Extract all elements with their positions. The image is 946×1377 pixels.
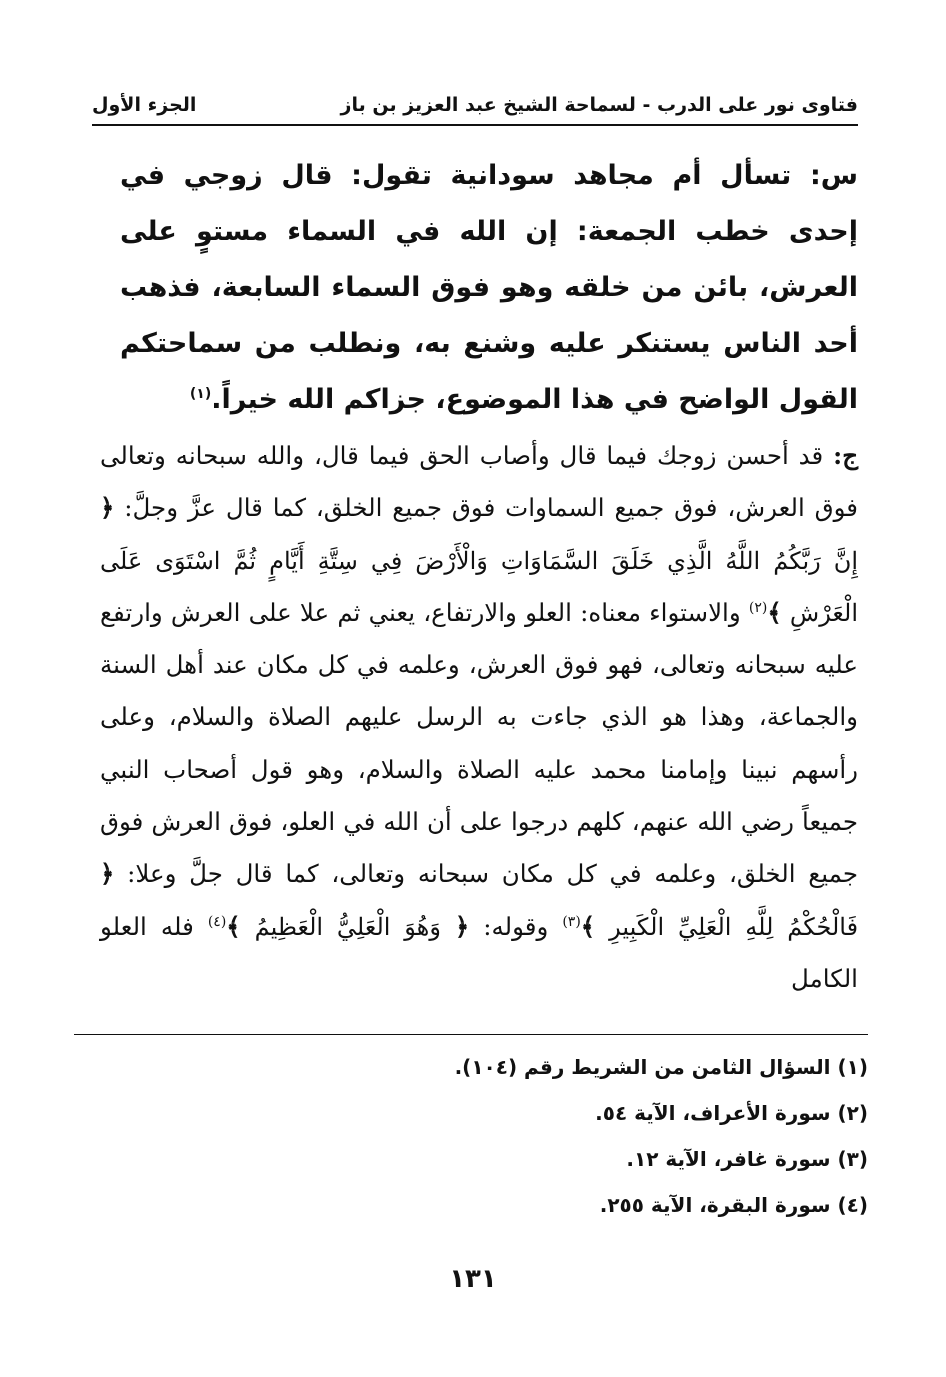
answer-label: ج:	[833, 441, 859, 470]
verse-open-bracket: ﴿	[100, 493, 115, 523]
quran-verse: إِنَّ رَبَّكُمُ اللَّهُ الَّذِي خَلَقَ السَّمَاوَاتِ وَالْأَرْضَ فِي سِتَّةِ أَيَّامٍ ثُمَّ اسْتَوَى عَلَى الْعَرْشِ	[100, 546, 858, 627]
quran-verse: فَالْحُكْمُ لِلَّهِ الْعَلِيِّ الْكَبِيرِ	[609, 912, 859, 941]
verse-close-bracket: ﴾	[226, 911, 241, 941]
answer-paragraph	[100, 430, 858, 1005]
running-header	[92, 86, 858, 126]
verse-open-bracket: ﴿	[454, 911, 470, 941]
answer-text: قد أحسن زوجك فيما قال وأصاب الحق فيما قال، والله سبحانه وتعالى فوق العرش، فوق جميع السماوات فوق جميع الخلق، كما قال عزَّ وجلَّ:	[100, 441, 858, 523]
question-label: س:	[809, 160, 859, 191]
footnote-ref-3: (٣)	[562, 913, 581, 930]
verse-open-bracket: ﴿	[100, 859, 115, 889]
part-label: الجزء الأول	[92, 94, 197, 116]
answer-text: والاستواء معناه: العلو والارتفاع، يعني ثم علا على العرش وارتفع عليه سبحانه وتعالى، فهو فوق العرش، وعلمه في كل مكان عند أهل السنة والجماعة، وهذا هو الذي جاءت به الرسل عليهم الصلاة والسلام، وعلى رأسهم نبينا وإمامنا محمد عليه الصلاة والسلام، وهو قول أصحاب النبي جميعاً رضي الله عنهم، كلهم درجوا على أن الله في العلو، فوق العرش فوق جميع الخلق، وعلمه في كل مكان سبحانه وتعالى، كما قال جلَّ وعلا:	[100, 597, 858, 889]
footnote-ref-2: (٢)	[748, 599, 768, 616]
question-paragraph	[120, 148, 858, 428]
footnote-ref-1: (١)	[189, 386, 212, 402]
quran-verse: وَهُوَ الْعَلِيُّ الْعَظِيمُ	[254, 912, 441, 941]
footnotes	[100, 1044, 868, 1228]
answer-text: وقوله:	[483, 911, 549, 941]
verse-close-bracket: ﴾	[580, 911, 596, 941]
footnote-item: (١) السؤال الثامن من الشريط رقم (١٠٤).	[454, 1055, 868, 1079]
verse-close-bracket: ﴾	[767, 597, 782, 627]
footnote-divider	[74, 1034, 868, 1035]
answer-text: فله العلو الكامل	[100, 911, 858, 993]
footnote-item: (٣) سورة غافر، الآية ١٢.	[626, 1147, 868, 1171]
page-number: ١٣١	[449, 1264, 497, 1294]
running-title: فتاوى نور على الدرب - لسماحة الشيخ عبد العزيز بن باز	[340, 94, 858, 116]
footnote-item: (٢) سورة الأعراف، الآية ٥٤.	[595, 1101, 868, 1125]
footnote-ref-4: (٤)	[207, 913, 227, 930]
footnote-item: (٤) سورة البقرة، الآية ٢٥٥.	[599, 1193, 868, 1217]
question-text: تسأل أم مجاهد سودانية تقول: قال زوجي في إحدى خطب الجمعة: إن الله في السماء مستوٍ على العرش، بائن من خلقه وهو فوق السماء السابعة، فذهب أحد الناس يستنكر عليه وشنع به، ونطلب من سماحتكم القول الواضح في هذا الموضوع، جزاكم الله خيراً.	[120, 160, 858, 415]
